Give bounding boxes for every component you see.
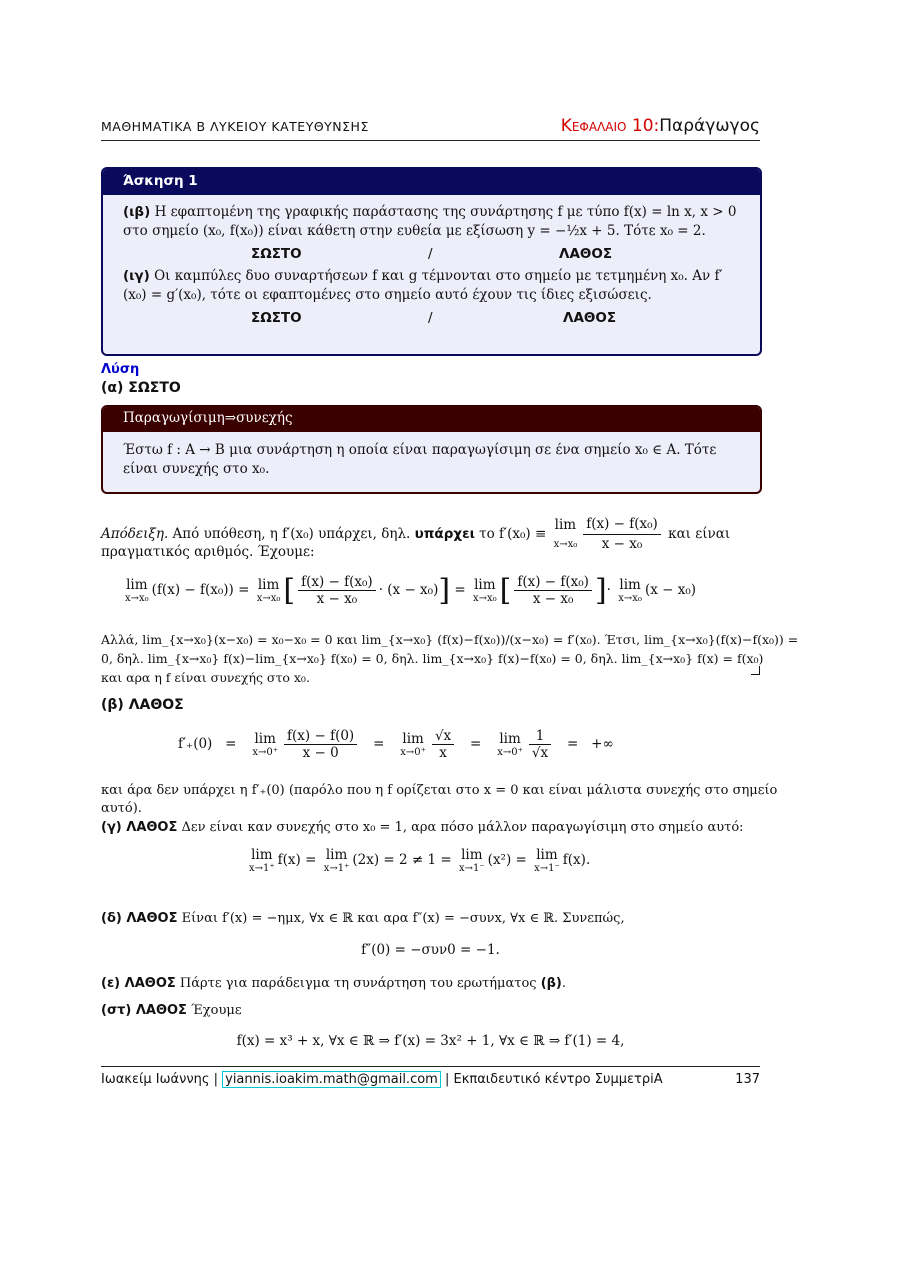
proof-bold-exists: υπάρχει	[414, 526, 475, 542]
proof-line-2: πραγματικός αριθμός. Έχουμε:	[101, 544, 315, 560]
difference-quotient: $\frac{\text{f(x) − f(x₀)}}{\text{x − x₀}}$	[583, 515, 661, 554]
question-ib	[123, 203, 740, 241]
part-c-equation: lim x→1⁺ f(x) = lim x→1⁺ (2x) = 2 ≠ 1 = lim x→1⁻ (x²) = lim x→1⁻ f(x).	[249, 847, 591, 874]
false-option-ib[interactable]: ΛΑΘΟΣ	[559, 246, 613, 262]
answer-row-ig	[123, 305, 740, 331]
exercise-title: Άσκηση 1	[103, 169, 760, 195]
header-rule	[101, 140, 760, 141]
false-option-ig[interactable]: ΛΑΘΟΣ	[563, 310, 617, 326]
footer-center: | Εκπαιδευτικό κέντρο ΣυμμετρiA	[444, 1072, 663, 1087]
footer-author: Ιωακείμ Ιωάννης |	[101, 1072, 218, 1087]
part-d-heading: (δ) ΛΑΘΟΣ	[101, 911, 178, 926]
theorem-text: Έστω f : A → B μια συνάρτηση η οποία είναι παραγωγίσιμη σε ένα σημείο x₀ ∈ A. Τότε είναι συνεχής στο x₀.	[123, 442, 717, 477]
part-st-line	[101, 1001, 760, 1020]
part-d-line	[101, 909, 760, 928]
proof-label: Απόδειξη.	[101, 526, 169, 542]
limit-symbol: lim x→x₀	[553, 516, 578, 550]
question-ig	[123, 267, 740, 305]
separator-ib: /	[428, 246, 433, 262]
question-ib-label: (ιβ)	[123, 204, 151, 220]
part-st-text: Έχουμε	[191, 1003, 242, 1018]
separator-ig: /	[428, 310, 433, 326]
part-b-text-2: αυτό).	[101, 801, 142, 816]
footer-rule	[101, 1066, 760, 1067]
theorem-box	[101, 405, 762, 494]
page-number: 137	[735, 1072, 760, 1087]
part-a-heading: (α) ΣΩΣΤΟ	[101, 380, 181, 396]
part-b-heading: (β) ΛΑΘΟΣ	[101, 697, 184, 713]
true-option-ib[interactable]: ΣΩΣΤΟ	[251, 246, 302, 262]
proof-line-3: Αλλά, lim_{x→x₀}(x−x₀) = x₀−x₀ = 0 και lim_{x→x₀} (f(x)−f(x₀))/(x−x₀) = f′(x₀). Έτσι, lim_{x→x₀}(f(x)−f(x₀)) =	[101, 632, 799, 647]
header-title: ΜΑΘΗΜΑΤΙΚΑ Β ΛΥΚΕΙΟΥ ΚΑΤΕΥΘΥΝΣΗΣ	[101, 119, 369, 134]
part-e-text: Πάρτε για παράδειγμα τη συνάρτηση του ερωτήματος	[179, 976, 537, 991]
proof-text-1: Από υπόθεση, η f′(x₀) υπάρχει, δηλ.	[172, 526, 411, 542]
part-c-text: Δεν είναι καν συνεχής στο x₀ = 1, αρα πόσο μάλλον παραγωγίσιμη στο σημείο αυτό:	[181, 820, 744, 835]
solution-label: Λύση	[101, 362, 140, 377]
part-e-heading: (ε) ΛΑΘΟΣ	[101, 976, 176, 991]
part-st-heading: (στ) ΛΑΘΟΣ	[101, 1003, 187, 1018]
part-e-line: (ε) ΛΑΘΟΣ Πάρτε για παράδειγμα τη συνάρτηση του ερωτήματος (β).	[101, 976, 567, 991]
chapter-number: Κεφαλαιο 10:	[560, 116, 660, 136]
qed-symbol	[751, 666, 760, 675]
part-st-equation: f(x) = x³ + x, ∀x ∈ ℝ ⇒ f′(x) = 3x² + 1, ∀x ∈ ℝ ⇒ f′(1) = 4,	[236, 1033, 625, 1049]
chapter-title: Παράγωγος	[659, 116, 760, 136]
proof-text-3: και είναι	[668, 526, 731, 542]
proof-line-5: και αρα η f είναι συνεχής στο x₀.	[101, 670, 310, 685]
exercise-box	[101, 167, 762, 356]
part-c-line	[101, 818, 760, 837]
question-ig-label: (ιγ)	[123, 268, 150, 284]
footer	[101, 1072, 760, 1087]
part-b-equation: f′₊(0) = lim x→0⁺ $\frac{f(x) - f(0)}{x - 0}$ = lim x→0⁺ $\frac{√x}{x}$ = lim x→0⁺ $\frac{1}{√x}$ = +∞	[178, 728, 614, 761]
proof-line-4: 0, δηλ. lim_{x→x₀} f(x)−lim_{x→x₀} f(x₀) = 0, δηλ. lim_{x→x₀} f(x)−f(x₀) = 0, δηλ. lim_{x→x₀} f(x) = f(x₀)	[101, 651, 764, 666]
footer-email-link[interactable]: yiannis.ioakim.math@gmail.com	[222, 1071, 441, 1088]
question-ig-text: Οι καμπύλες δυο συναρτήσεων f και g τέμνονται στο σημείο με τετμημένη x₀. Αν f′(x₀) = g′(x₀), τότε οι εφαπτομένες στο σημείο αυτό έχουν τις ίδιες εξισώσεις.	[123, 268, 723, 303]
chapter-heading	[561, 116, 760, 136]
part-d-equation: f″(0) = −συν0 = −1.	[361, 942, 500, 958]
part-d-text: Είναι f′(x) = −ημx, ∀x ∈ ℝ και αρα f″(x) = −συνx, ∀x ∈ ℝ. Συνεπώς,	[181, 911, 625, 926]
proof-text-2: το f′(x₀) ≡	[479, 526, 547, 542]
answer-row-ib	[123, 241, 740, 267]
question-ib-text: Η εφαπτομένη της γραφικής παράστασης της συνάρτησης f με τύπο f(x) = ln x, x > 0 στο σημείο (x₀, f(x₀)) είναι κάθετη στην ευθεία με εξίσωση y = −½x + 5. Τότε x₀ = 2.	[123, 204, 737, 239]
part-c-heading: (γ) ΛΑΘΟΣ	[101, 820, 178, 835]
true-option-ig[interactable]: ΣΩΣΤΟ	[251, 310, 302, 326]
part-b-text-1: και άρα δεν υπάρχει η f′₊(0) (παρόλο που η f ορίζεται στο x = 0 και είναι μάλιστα συνεχής στο σημείο	[101, 783, 778, 798]
theorem-title: Παραγωγίσιμη⇒συνεχής	[103, 407, 760, 432]
proof-equation: lim x→x₀ (f(x) − f(x₀)) = lim x→x₀ [ $\frac{\text{f(x) − f(x₀)}}{\text{x − x₀}}$ · (x − x₀)] = lim x→x₀ [ $\frac{\text{f(x) − f(x₀)}}{\text{x − x₀}}$ ]· lim x→x₀ (x − x₀)	[125, 573, 697, 608]
part-e-ref: (β)	[540, 976, 562, 991]
